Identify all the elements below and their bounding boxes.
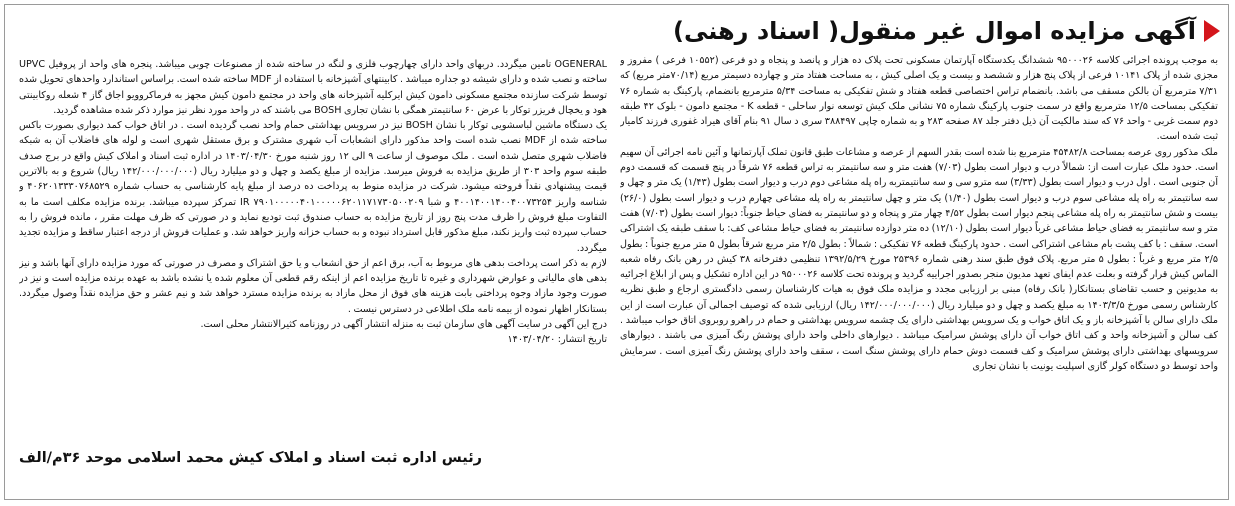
paragraph-publication-note: درج این آگهی در سایت آگهی های سازمان ثبت به منزله انتشار آگهی در روزنامه کثیرالانتشار محلی است.: [200, 319, 607, 331]
notice-frame: [4, 4, 1229, 500]
paragraph-property-description: به موجب پرونده اجرائی کلاسه ۹۵۰۰۰۲۶ ششدانگ یکدستگاه آپارتمان مسکونی تحت پلاک ده هزار و پانصد و پنجاه و دو فرعی (۱۰۵۵۲ فرعی ) مفروز و مجزی شده از پلاک ۱۰۱۴۱ فرعی از پلاک پنج هزار و ششصد و بیست و یک اصلی کیش ، به مساحت هفتاد متر و چهارده دسیمتر مربع (۷۰/۱۴متر مربع) که ۷/۳۱ مترمربع آن بالکن مسقف می باشد. بانضمام تراس اختصاصی قطعه هفتاد و شش تفکیکی به مساحت ۵/۳۴ مترمربع بانضمام، پارکینگ به شماره ۷۶ تفکیکی بمساحت ۱۲/۵ مترمربع واقع در سمت جنوب پارکینگ شماره ۷۵ نشانی ملک کیش توسعه نوار ساحلی - قطعه K - مجتمع دامون - بلوک ۴۲ طبقه دوم سمت غربی - واحد ۷۶ که سند مالکیت آن ذیل دفتر جلد ۸۷ صفحه ۲۸۳ و به شماره چاپی ۳۸۸۴۹۷ سری د سال ۹۱ بنام آقای هیراد غفوری فرزند کامیار ثبت شده است.: [620, 55, 1218, 143]
notice-title: آگهی مزایده اموال غیر منقول( اسناد رهنی): [672, 17, 1196, 45]
paragraph-property-boundaries: ملک مذکور روی عرصه بمساحت ۴۵۴۸۲/۸ مترمربع بنا شده است بقدر السهم از عرصه و مشاعات طبق قانون تملک آپارتمانها و آئین نامه اجرائی آن سهیم است. حدود ملک عبارت است از: شمالاً درب و دیوار است بطول (۷/۰۳) هفت متر و سه سانتیمتر به تراس قطعه ۷۶ شرقاً در پنج قسمت که قسمت دوم آن جنوبی است . اول درب و دیوار است بطول (۳/۳۳) سه مترو سی و سه سانتیمتربه راه پله مشاعی دوم درب و دیوار است بطول (۱/۴۳) یک متر و چهل و سه سانتیمتر به راه پله مشاعی سوم درب و دیوار است بطول (۱/۴۰) یک متر و چهل سانتیمتر به راه پله مشاعی چهارم درب و دیوار است بطول (۲۶/۰) بیست و شش سانتیمتر به راه پله مشاعی پنجم دیوار است بطول ۴/۵۲ چهار متر و پنجاه و دو سانتیمتر به فضای حیاط جنوباً: دیوار است بطول (۷/۰۳) هفت متر و سه سانتیمتر به فضای حیاط مشاعی غرباً دیوار است بطول (۱۲/۱۰) ده متر دوازده سانتیمتر به فضای حیاط مشاعی کف: با سقف طبقه یک اشتراکی است. سقف : با کف پشت بام مشاعی اشتراکی است . حدود پارکینگ قطعه ۷۶ تفکیکی : شمالاً : بطول ۲/۵ متر مربع شرقاً بطول ۵ متر مربع جنوباً : بطول ۲/۵ متر مربع و غرباً : بطول ۵ متر مربع. پلاک فوق طبق سند رهنی شماره ۲۵۳۹۶ مورخ ۱۳۹۲/۵/۲۹ تنظیمی دفترخانه ۳۸ کیش در رهن بانک رفاه شعبه الماس کیش قرار گرفته و بعلت عدم ایفای تعهد مدیون منجر بصدور اجراییه گردید و پرونده تحت کلاسه ۹۵۰۰۰۲۶ در این اداره تشکیل و پس از ابلاغ اجرائیه به مدیونین و حسب تقاضای بستانکار( بانک رفاه) مبنی بر ارزیابی مجدد و مزایده ملک فوق به هیات کارشناسان رسمی دادگستری ارجاع و طبق نظریه کارشناس رسمی مورخ ۱۴۰۳/۳/۵ به مبلغ یکصد و چهل و دو میلیارد ریال (۱۴۲/۰۰۰/۰۰۰/۰۰۰ ریال) ارزیابی شده که توصیف اجمالی آن عبارت است از این ملک دارای سالن با آشپزخانه باز و یک اتاق خواب و یک سرویس بهداشتی دارای یک چشمه سرویس بهداشتی و حمام در راهرو روبروی اتاق خواب میباشد . کف سالن و آشپزخانه واحد و کف اتاق خواب آن دارای پوشش سرامیک میباشد . دیوارهای داخلی واحد دارای پوشش رنگ آمیزی می باشند . دیوارهای سرویسهای بهداشتی دارای پوشش سرامیک و کف قسمت دوش حمام دارای پوشش سنگ است ، سقف واحد دارای پوشش رنگ آمیزی است . سرمایش واحد توسط دو دستگاه کولر گازی اسپلیت یونیت با نشان تجاری: [620, 146, 1218, 372]
paragraph-debts-note: لازم به ذکر است پرداخت بدهی های مربوط به آب، برق اعم از حق انشعاب و یا حق اشتراک و مصرف در صورتی که مورد مزایده دارای آنها باشد و نیز بدهی های مالیاتی و عوارض شهرداری و غیره تا تاریخ مزایده اعم از اینکه رقم قطعی آن معلوم شده یا نشده باشد به عهده برنده مزایده است و نیز در صورت وجود مازاد وجوه پرداختی بابت هزینه های فوق از محل مازاد به برنده مزایده مسترد خواهد شد و نیم عشر و حق مزایده نقداً وصول میگردد. بستانکار اظهار نموده از بیمه نامه ملک اطلاعی در دسترس نیست .: [19, 257, 607, 315]
signature-line: رئیس اداره ثبت اسناد و املاک کیش محمد اسلامی موحد ۳۶م/الف: [19, 450, 483, 466]
publication-date: تاریخ انتشار: ۱۴۰۳/۰۴/۲۰: [507, 334, 607, 346]
right-text-column: [620, 53, 1218, 499]
paragraph-auction-terms: یک دستگاه ماشین لباسشویی توکار با نشان BOSH نیز در سرویس بهداشتی حمام واحد نصب گردیده است . در اتاق خواب کمد دیواری بصورت باکس ساخته شده از MDF نصب شده است واحد مذکور دارای انشعابات آب شهری مشترک و برق مستقل شهری است و لوله های فاضلاب آن به شبکه فاضلاب شهری متصل شده است . ملک موصوف از ساعت ۹ الی ۱۲ روز شنبه مورخ ۱۴۰۳/۰۴/۳۰ در اداره ثبت اسناد و املاک کیش واقع در برج صدف طبقه سوم واحد ۳۰۳ از طریق مزایده به فروش میرسد. مزایده از مبلغ یکصد و چهل و دو میلیارد ریال (۱۴۲/۰۰۰/۰۰۰/۰۰۰ ریال) شروع و به بالاترین قیمت پیشنهادی نقداً فروخته میشود. شرکت در مزایده منوط به پرداخت ده درصد از مبلغ پایه کارشناسی به حساب شماره ۴۰۶۲۰۱۳۳۳۰۷۶۸۵۲۹ و شناسه واریز ۴۰۰۱۴۰۰۱۴۰۰۴۰۰۷۳۲۵۴ و شبا IR ۷۹۰۱۰۰۰۰۰۴۰۱۰۰۰۰۰۶۲۰۱۱۷۱۷۳۰۵۰۰۲۰۹ تمرکز سپرده میباشد. برنده مزایده مکلف است ما به التفاوت مبلغ فروش را ظرف مدت پنج روز از تاریخ مزایده به حساب صندوق ثبت تودیع نماید و در صورتی که ظرف مهلت مقرر ، مانده فروش را به حساب سپرده ثبت واریز نکند، مبلغ مذکور قابل استرداد نبوده و به حساب خزانه واریز خواهد شد. و عملیات فروش از درجه اعتبار ساقط و مزایده تجدید میگردد.: [19, 120, 607, 254]
red-triangle-arrow-icon: [1204, 20, 1220, 42]
paragraph-fixtures: OGENERAL تامین میگردد. دربهای واحد دارای چهارچوب فلزی و لنگه در ساخته شده از مصنوعات چوبی میباشد. پنجره های واحد از پروفیل UPVC ساخته و نصب شده و دارای شیشه دو جداره میباشد . کابینتهای آشپزخانه با استفاده از MDF ساخته شده است. براساس استاندارد واحدهای تحویل شده توسط شرکت سازنده مجتمع مسکونی دامون کیش ایرکلیه آشپزخانه های واحد در مجتمع دامون کیش مجهز به فرماکروویو اجاق گاز ۴ شعله روکابینتی هود و یخچال فریزر توکار با عرض ۶۰ سانتیمتر همگی با نشان تجاری BOSH می باشند که در واحد مورد نظر نیز موارد ذکر شده مشاهده گردید.: [19, 59, 607, 116]
left-text-column: [19, 57, 607, 443]
notice-header: [673, 11, 1220, 51]
